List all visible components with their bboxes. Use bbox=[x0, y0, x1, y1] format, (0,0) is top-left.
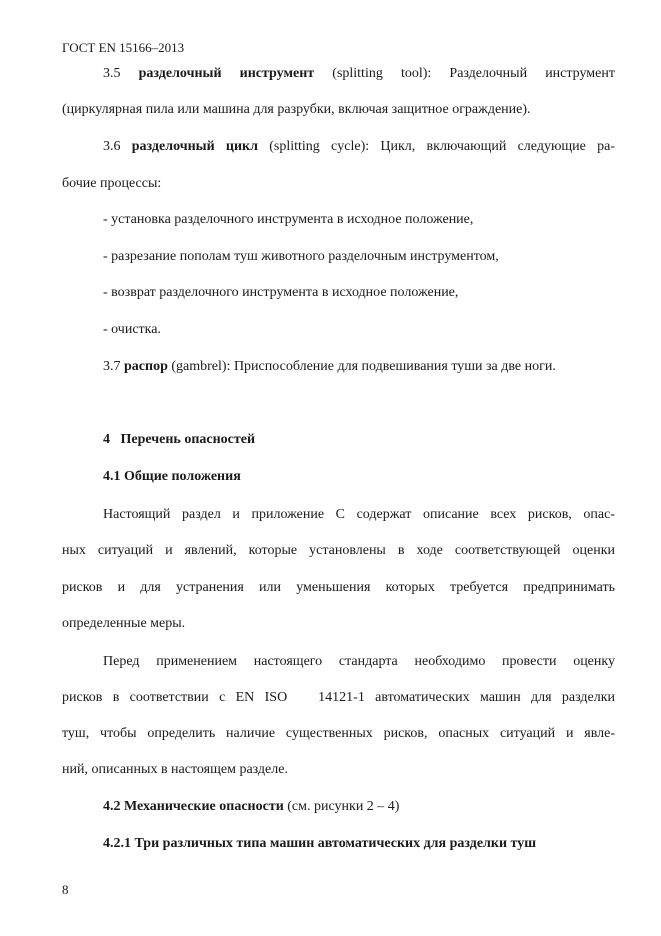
page-number: 8 bbox=[62, 882, 69, 897]
paragraph-line: ний, описанных в настоящем разделе. bbox=[62, 762, 288, 777]
clause-number: 3.7 bbox=[103, 359, 121, 374]
clause-3-5-line-1 bbox=[103, 64, 615, 84]
clause-term: распор bbox=[124, 359, 168, 374]
clause-number: 3.5 bbox=[103, 66, 121, 81]
paragraph-line: рисков и для устранения или уменьшения которых требуется предпринимать bbox=[62, 580, 615, 595]
clause-3-6-line-1 bbox=[103, 137, 615, 157]
figure-reference: (см. рисунки 2 – 4) bbox=[287, 799, 400, 814]
clause-3-7-line-1 bbox=[103, 357, 615, 377]
clause-text: (gambrel): Приспособление для подвешивания туши за две ноги. bbox=[171, 359, 556, 374]
subsection-heading-4-2 bbox=[103, 797, 615, 817]
paragraph-line: Перед применением настоящего стандарта необходимо провести оценку bbox=[103, 654, 615, 669]
document-header: ГОСТ EN 15166–2013 bbox=[62, 40, 185, 55]
section-heading: 4 Перечень опасностей bbox=[103, 432, 256, 447]
list-item: - возврат разделочного инструмента в исходное положение, bbox=[103, 285, 459, 300]
clause-3-6-line-2: бочие процессы: bbox=[62, 176, 162, 191]
paragraph-line: ных ситуаций и явлений, которые установлены в ходе соответствующей оценки bbox=[62, 543, 615, 558]
clause-3-5-line-2: (циркулярная пила или машина для разрубки, включая защитное ограждение). bbox=[62, 102, 531, 117]
clause-text: (splitting tool): Разделочный инструмент bbox=[332, 66, 615, 81]
paragraph-line: Настоящий раздел и приложение C содержат описание всех рисков, опас- bbox=[103, 507, 615, 522]
list-item: - установка разделочного инструмента в исходное положение, bbox=[103, 212, 474, 227]
clause-text: (splitting cycle): Цикл, включающий следующие ра- bbox=[269, 139, 616, 154]
paragraph-line: туш, чтобы определить наличие существенных рисков, опасных ситуаций и явле- bbox=[62, 726, 615, 741]
subsection-heading: 4.1 Общие положения bbox=[103, 469, 241, 484]
subsection-title: 4.2 Механические опасности bbox=[103, 799, 284, 814]
paragraph-line: определенные меры. bbox=[62, 616, 186, 631]
list-item: - очистка. bbox=[103, 322, 161, 337]
clause-number: 3.6 bbox=[103, 139, 121, 154]
clause-term: разделочный инструмент bbox=[138, 66, 315, 81]
clause-term: разделочный цикл bbox=[131, 139, 258, 154]
subsection-heading-4-2-1: 4.2.1 Три различных типа машин автоматических для разделки туш bbox=[103, 836, 537, 851]
list-item: - разрезание пополам туш животного разделочным инструментом, bbox=[103, 249, 499, 264]
paragraph-line: рисков в соответствии с EN ISO 14121-1 автоматических машин для разделки bbox=[62, 690, 615, 705]
